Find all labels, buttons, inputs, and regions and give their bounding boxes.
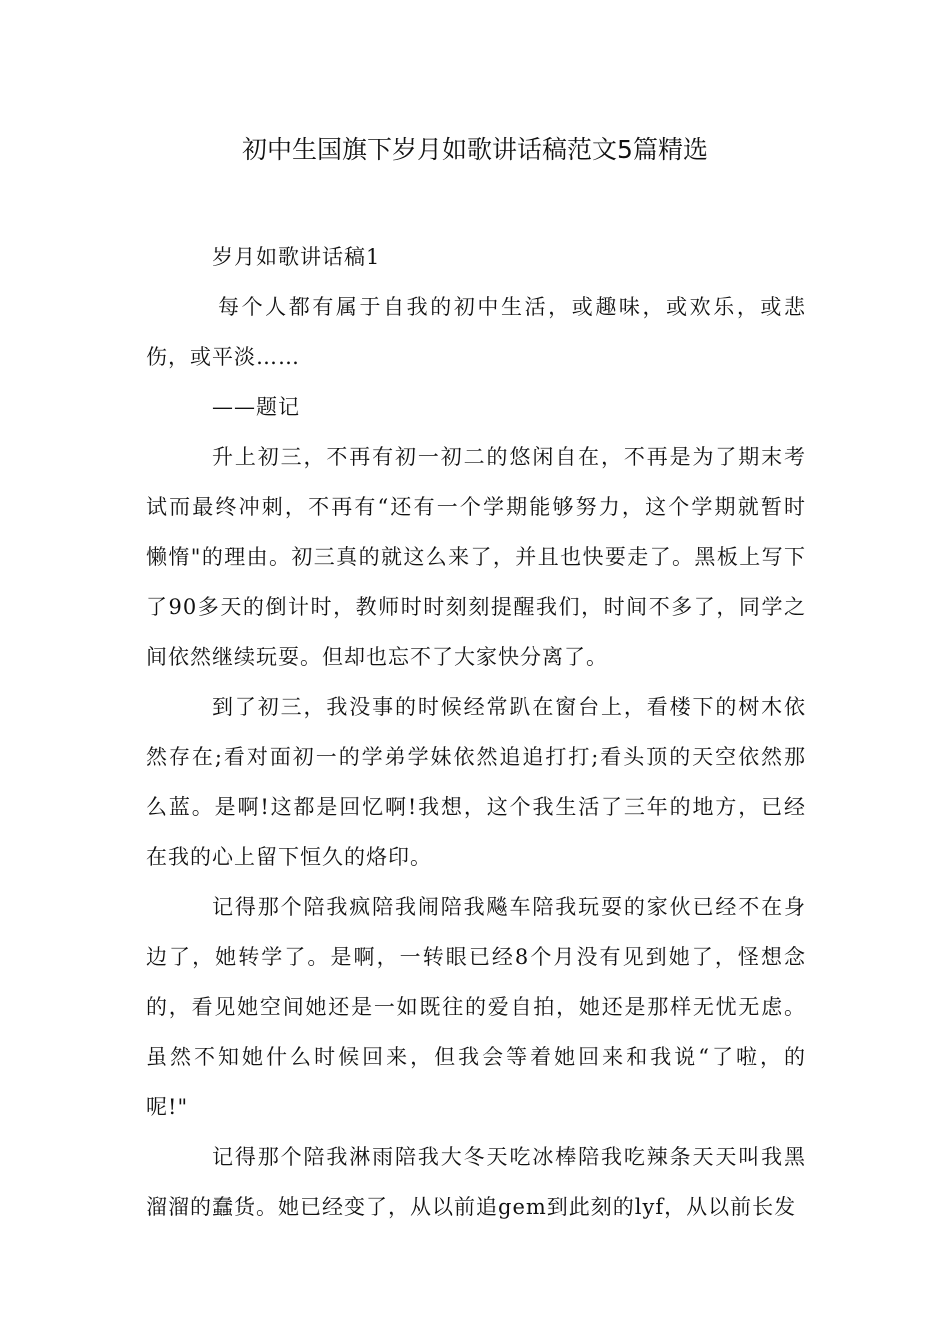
text-line: 每个人都有属于自我的初中生活，或趣味，或欢乐，或悲 <box>218 295 806 319</box>
text-line: ——题记 <box>212 395 300 419</box>
text-line: 边了，她转学了。是啊，一转眼已经8个月没有见到她了，怪想念 <box>146 945 806 969</box>
document-body <box>146 232 806 1232</box>
text-line: 试而最终冲刺，不再有“还有一个学期能够努力，这个学期就暂时 <box>146 495 806 519</box>
text-line: 伤，或平淡…… <box>146 345 300 369</box>
paragraph <box>146 682 806 882</box>
text-line: 在我的心上留下恒久的烙印。 <box>146 845 432 869</box>
text-line: 懒惰"的理由。初三真的就这么来了，并且也快要走了。黑板上写下 <box>146 545 806 569</box>
text-line: 记得那个陪我淋雨陪我大冬天吃冰棒陪我吃辣条天天叫我黑 <box>212 1145 806 1169</box>
text-line: 虽然不知她什么时候回来，但我会等着她回来和我说“了啦，的 <box>146 1045 806 1069</box>
text-line: 升上初三，不再有初一初二的悠闲自在，不再是为了期末考 <box>212 445 806 469</box>
text-line: 了90多天的倒计时，教师时时刻刻提醒我们，时间不多了，同学之 <box>146 595 806 619</box>
text-line: 呢!" <box>146 1095 189 1119</box>
paragraph <box>146 882 806 1132</box>
paragraph <box>146 1132 806 1232</box>
paragraph <box>146 432 806 682</box>
text-line: 岁月如歌讲话稿1 <box>212 245 381 269</box>
text-line: 么蓝。是啊!这都是回忆啊!我想，这个我生活了三年的地方，已经 <box>146 795 806 819</box>
paragraph <box>146 232 806 282</box>
text-line: 记得那个陪我疯陪我闹陪我飚车陪我玩耍的家伙已经不在身 <box>212 895 806 919</box>
text-line: 间依然继续玩耍。但却也忘不了大家快分离了。 <box>146 645 608 669</box>
text-line: 然存在;看对面初一的学弟学妹依然追追打打;看头顶的天空依然那 <box>146 745 806 769</box>
text-line: 的，看见她空间她还是一如既往的爱自拍，她还是那样无忧无虑。 <box>146 995 806 1019</box>
paragraph <box>146 282 806 382</box>
paragraph <box>146 382 806 432</box>
document-title: 初中生国旗下岁月如歌讲话稿范文5篇精选 <box>242 135 708 164</box>
text-line: 到了初三，我没事的时候经常趴在窗台上，看楼下的树木依 <box>212 695 806 719</box>
text-line: 溜溜的蠢货。她已经变了，从以前追gem到此刻的lyf，从以前长发 <box>146 1195 797 1219</box>
